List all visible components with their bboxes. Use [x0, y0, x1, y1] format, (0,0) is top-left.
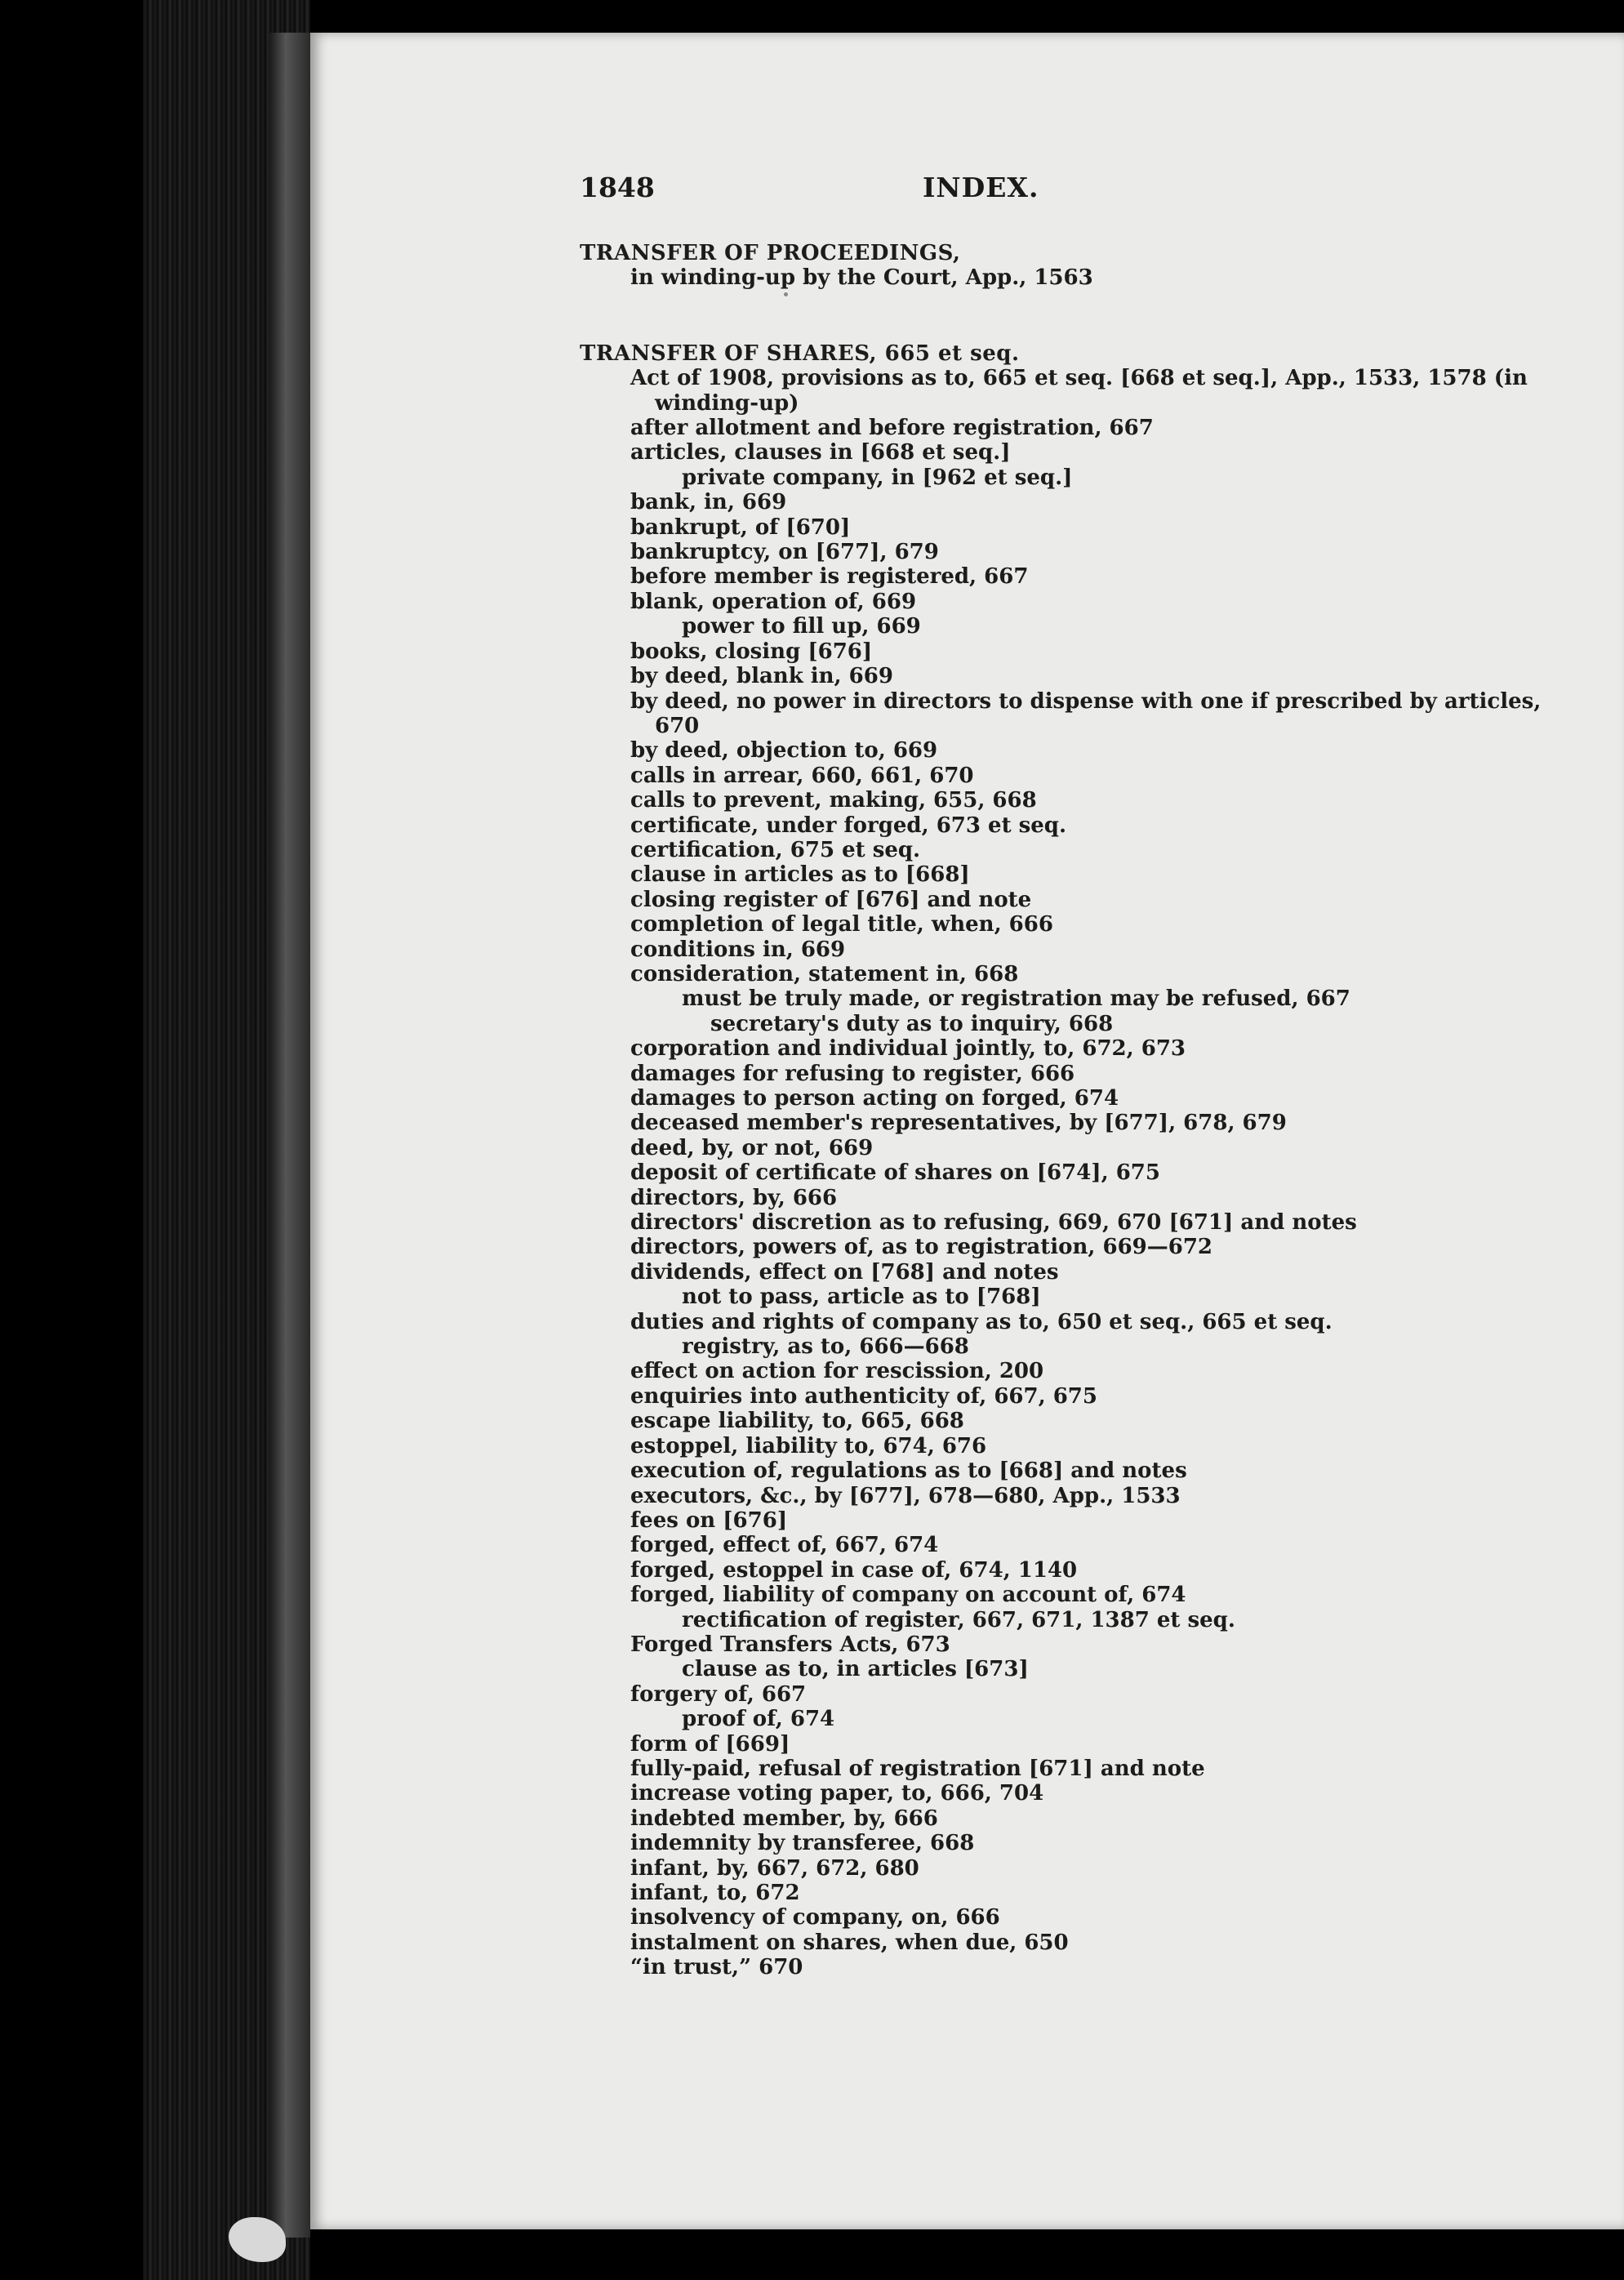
index-entry: directors, by, 666	[630, 1185, 838, 1210]
index-entry: calls in arrear, 660, 661, 670	[630, 763, 974, 788]
index-entry: forged, liability of company on account of, 674	[630, 1583, 1186, 1608]
index-entry: calls to prevent, making, 655, 668	[630, 788, 1037, 813]
index-entry: indemnity by transferee, 668	[630, 1831, 975, 1856]
index-entry: power to fill up, 669	[682, 614, 921, 639]
index-entry: corporation and individual jointly, to, 672, 673	[630, 1036, 1186, 1062]
index-entry: completion of legal title, when, 666	[630, 912, 1053, 937]
index-entry: escape liability, to, 665, 668	[630, 1409, 964, 1434]
index-entry: bankrupt, of [670]	[630, 514, 851, 540]
index-entry: conditions in, 669	[630, 937, 846, 962]
index-entry: clause in articles as to [668]	[630, 862, 970, 888]
index-entry: deceased member's representatives, by [677], 678, 679	[630, 1111, 1287, 1136]
index-entry: deposit of certificate of shares on [674], 675	[630, 1160, 1160, 1186]
index-entry: infant, by, 667, 672, 680	[630, 1855, 919, 1881]
index-entry: books, closing [676]	[630, 639, 873, 664]
index-entry: forged, estoppel in case of, 674, 1140	[630, 1557, 1078, 1583]
index-entry: secretary's duty as to inquiry, 668	[710, 1011, 1114, 1036]
index-entry: enquiries into authenticity of, 667, 675	[630, 1383, 1097, 1409]
index-entry: damages to person acting on forged, 674	[630, 1086, 1119, 1111]
index-entry: directors' discretion as to refusing, 669, 670 [671] and notes	[630, 1210, 1357, 1236]
index-entry: forgery of, 667	[630, 1681, 807, 1707]
page-gutter-edge	[269, 33, 310, 2238]
index-entry: proof of, 674	[682, 1707, 835, 1732]
page-number: 1848	[580, 171, 655, 203]
index-entry: certification, 675 et seq.	[630, 837, 921, 862]
page-header	[580, 171, 1396, 220]
index-entry: effect on action for rescission, 200	[630, 1359, 1044, 1384]
index-entry: estoppel, liability to, 674, 676	[630, 1433, 987, 1458]
index-entry: deed, by, or not, 669	[630, 1135, 874, 1160]
index-entry: private company, in [962 et seq.]	[682, 465, 1073, 490]
index-entry: fully-paid, refusal of registration [671] and note	[630, 1756, 1205, 1781]
index-entry: by deed, no power in directors to dispense with one if prescribed by articles, 670	[630, 688, 1542, 738]
index-entry: articles, clauses in [668 et seq.]	[630, 440, 1011, 465]
index-entry: by deed, objection to, 669	[630, 738, 938, 764]
index-entry: blank, operation of, 669	[630, 589, 917, 614]
index-entry: duties and rights of company as to, 650 et seq., 665 et seq.	[630, 1309, 1333, 1334]
index-entry: insolvency of company, on, 666	[630, 1905, 1000, 1930]
index-entry: directors, powers of, as to registration, 669—672	[630, 1235, 1213, 1260]
index-entry: bankruptcy, on [677], 679	[630, 540, 939, 565]
index-entry: infant, to, 672	[630, 1881, 800, 1905]
index-entry: closing register of [676] and note	[630, 887, 1032, 912]
index-entry: forged, effect of, 667, 674	[630, 1533, 939, 1558]
index-entry: dividends, effect on [768] and notes	[630, 1259, 1059, 1285]
index-entry: not to pass, article as to [768]	[682, 1285, 1041, 1310]
index-page	[310, 33, 1624, 2229]
index-entry: certificate, under forged, 673 et seq.	[630, 813, 1067, 838]
section-gap	[580, 291, 1543, 341]
index-entry: consideration, statement in, 668	[630, 961, 1019, 986]
index-entry: before member is registered, 667	[630, 564, 1029, 590]
index-entry: fees on [676]	[630, 1507, 788, 1533]
index-entry: Act of 1908, provisions as to, 665 et seq. [668 et seq.], App., 1533, 1578 (in winding-up)	[630, 366, 1528, 416]
index-content	[580, 241, 1543, 1980]
index-entry: after allotment and before registration, 667	[630, 416, 1154, 441]
running-title: INDEX.	[923, 171, 1039, 203]
index-entry: instalment on shares, when due, 650	[630, 1930, 1069, 1955]
index-entry: rectification of register, 667, 671, 1387 et seq.	[682, 1607, 1235, 1632]
index-entry: “in trust,” 670	[630, 1955, 803, 1980]
index-entry: damages for refusing to register, 666	[630, 1061, 1075, 1086]
index-entry: by deed, blank in, 669	[630, 664, 893, 689]
index-entry: must be truly made, or registration may be refused, 667	[682, 986, 1350, 1012]
index-entry: registry, as to, 666—668	[682, 1334, 969, 1360]
index-entry: clause as to, in articles [673]	[682, 1657, 1029, 1682]
index-entry: executors, &c., by [677], 678—680, App., 1533	[630, 1483, 1181, 1508]
index-entry: bank, in, 669	[630, 490, 787, 515]
index-entry: Forged Transfers Acts, 673	[630, 1632, 950, 1657]
index-entry: indebted member, by, 666	[630, 1806, 938, 1831]
index-entry: execution of, regulations as to [668] and notes	[630, 1458, 1187, 1484]
index-entry: form of [669]	[630, 1731, 790, 1757]
index-entry: increase voting paper, to, 666, 704	[630, 1781, 1044, 1806]
index-entry: in winding-up by the Court, App., 1563	[630, 265, 1093, 291]
index-heading: TRANSFER OF PROCEEDINGS,	[580, 241, 961, 265]
index-heading: TRANSFER OF SHARES, 665 et seq.	[580, 341, 1020, 366]
